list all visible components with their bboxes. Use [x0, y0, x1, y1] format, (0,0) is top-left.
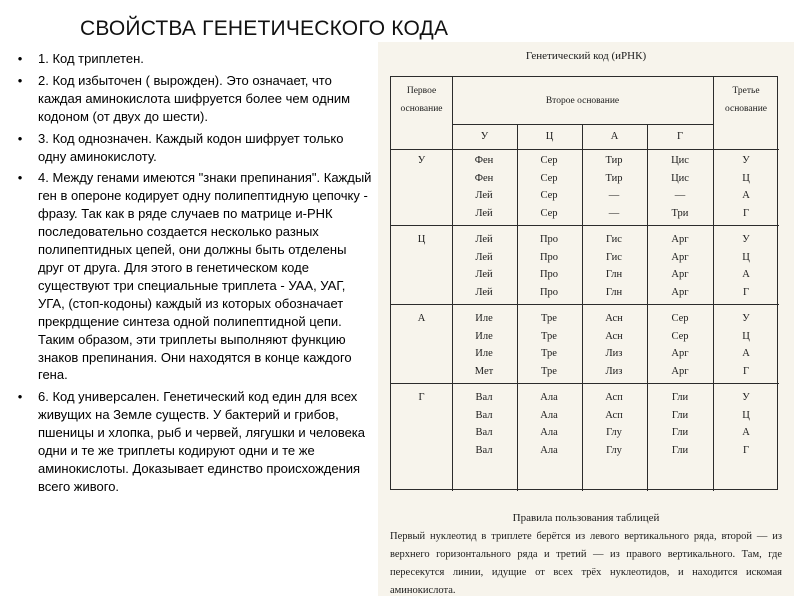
third-base-cell — [720, 231, 772, 301]
header-second-base: Второе основание — [545, 96, 620, 106]
third-base-label: У — [742, 313, 750, 324]
third-base-label: Г — [742, 207, 750, 219]
bullet-marker: • — [17, 72, 23, 88]
rules-text: Первый нуклеотид в триплете берётся из левого вертикального ряда, второй — из верхнего горизонтального ряда и третий — из правого вертикального. Там, где пересекутся линии, идущие от всех трёх нуклеотидов, и находится искомая аминокислота. — [390, 531, 782, 596]
amino-acid: Арг — [671, 365, 689, 377]
first-base-label: У — [417, 155, 426, 166]
third-base-cell — [720, 389, 772, 459]
amino-acid: Сер — [540, 172, 558, 184]
third-base-label: А — [742, 348, 750, 359]
amino-acid: Лей — [475, 207, 493, 219]
amino-acid: Лей — [475, 269, 493, 280]
codon-cell — [523, 152, 575, 222]
codon-cell — [523, 389, 575, 459]
codon-cell — [458, 389, 510, 459]
codon-cell — [458, 310, 510, 380]
amino-acid: Лей — [475, 234, 493, 245]
genetic-code-table — [390, 76, 778, 490]
second-base-label: У — [480, 131, 489, 142]
third-base-label: Г — [742, 444, 750, 456]
table-divider — [391, 383, 779, 384]
bullet-item — [10, 50, 372, 68]
third-base-label: У — [742, 155, 750, 166]
first-base-label: Г — [418, 392, 425, 403]
amino-acid: Фен — [474, 155, 494, 166]
codon-cell — [588, 152, 640, 222]
third-base-label: Ц — [742, 409, 750, 421]
amino-acid: Гли — [671, 427, 689, 438]
amino-acid: — — [674, 190, 686, 201]
second-base-label: Ц — [545, 131, 554, 142]
bullet-text: 3. Код однозначен. Каждый кодон шифрует только одну аминокислоту. — [38, 130, 344, 164]
amino-acid: Сер — [540, 207, 558, 219]
first-base-label: Ц — [417, 234, 426, 245]
codon-cell — [458, 231, 510, 301]
amino-acid: Мет — [474, 365, 494, 377]
bullet-text: 2. Код избыточен ( вырожден). Это означает, что каждая аминокислота шифруется более чем одним кодоном (от двух до шести). — [38, 72, 351, 124]
bullet-text: 4. Между генами имеются "знаки препинания". Каждый ген в опероне кодирует одну полипептидную цепочку - фразу. Так как в ряде случаев по матрице и-РНК последовательно создается несколько разных полипептидных цепей, они должны быть отделены друг от друга. Для этого в генетическом коде существуют три специальные триплета - УАА, УАГ, УГА, (стоп-кодоны) каждый из которых обозначает прекрдщение синтеза одной полипептидной цепи. Таким образом, эти триплеты выполняют функцию знаков препинания. Они находятся в конце каждого гена. — [38, 170, 372, 383]
bullet-text: 1. Код триплетен. — [38, 51, 144, 66]
bullet-item — [10, 169, 372, 384]
codon-cell — [523, 231, 575, 301]
amino-acid: Цис — [671, 172, 689, 184]
amino-acid: Лиз — [605, 365, 623, 377]
amino-acid: Гис — [606, 234, 622, 245]
codon-cell — [588, 389, 640, 459]
codon-cell — [654, 310, 706, 380]
amino-acid: Лей — [475, 190, 493, 201]
amino-acid: Иле — [475, 348, 493, 359]
bullet-item — [10, 72, 372, 126]
first-base-label: А — [417, 313, 426, 324]
amino-acid: Сер — [671, 313, 689, 324]
bullet-marker: • — [17, 51, 23, 66]
amino-acid: Про — [539, 269, 559, 280]
third-base-label: Ц — [742, 172, 750, 184]
amino-acid: Про — [539, 234, 559, 245]
amino-acid: Гис — [606, 251, 622, 263]
codon-cell — [654, 389, 706, 459]
amino-acid: Асн — [605, 330, 623, 342]
amino-acid: Тре — [541, 330, 557, 342]
bullet-item — [10, 388, 372, 495]
third-base-label: У — [742, 392, 750, 403]
bullet-marker: • — [17, 130, 23, 146]
amino-acid: Тир — [605, 172, 623, 184]
genetic-code-figure — [378, 42, 794, 596]
amino-acid: Лей — [475, 286, 493, 298]
second-base-label: Г — [676, 131, 684, 142]
third-base-cell — [720, 152, 772, 222]
amino-acid: Вал — [475, 427, 493, 438]
amino-acid: Вал — [475, 392, 493, 403]
amino-acid: Ала — [540, 427, 558, 438]
genetic-code-table-title: Генетический код (иРНК) — [525, 50, 647, 62]
header-third-base-line1: Третье — [732, 86, 760, 96]
amino-acid: Иле — [475, 313, 493, 324]
amino-acid: Асп — [605, 392, 623, 403]
amino-acid: Фен — [474, 172, 494, 184]
third-base-label: Г — [742, 365, 750, 377]
amino-acid: Асп — [605, 409, 623, 421]
codon-cell — [654, 152, 706, 222]
header-third-base — [713, 85, 779, 115]
codon-cell — [588, 231, 640, 301]
table-divider — [391, 225, 779, 226]
amino-acid: Арг — [671, 234, 689, 245]
codon-cell — [588, 310, 640, 380]
amino-acid: Три — [671, 207, 689, 219]
third-base-label: У — [742, 234, 750, 245]
amino-acid: Гли — [671, 444, 689, 456]
second-base-label: А — [610, 131, 619, 142]
amino-acid: Про — [539, 286, 559, 298]
amino-acid: Глу — [606, 427, 622, 438]
third-base-label: Ц — [742, 251, 750, 263]
amino-acid: Глн — [605, 286, 623, 298]
amino-acid: Тре — [541, 348, 557, 359]
table-divider — [391, 304, 779, 305]
amino-acid: Глн — [605, 269, 623, 280]
amino-acid: Лей — [475, 251, 493, 263]
table-divider — [647, 124, 648, 491]
amino-acid: Гли — [671, 392, 689, 403]
bullet-marker: • — [17, 170, 23, 186]
bullet-list — [10, 50, 372, 500]
amino-acid: Сер — [540, 190, 558, 201]
amino-acid: Асн — [605, 313, 623, 324]
amino-acid: Сер — [540, 155, 558, 166]
amino-acid: Арг — [671, 348, 689, 359]
third-base-label: Ц — [742, 330, 750, 342]
third-base-cell — [720, 310, 772, 380]
amino-acid: Тре — [541, 313, 557, 324]
header-first-base-line1: Первое — [406, 86, 437, 96]
amino-acid: Иле — [475, 330, 493, 342]
amino-acid: Лиз — [605, 348, 623, 359]
codon-cell — [458, 152, 510, 222]
amino-acid: Ала — [540, 392, 558, 403]
third-base-label: А — [742, 427, 750, 438]
amino-acid: Тир — [605, 155, 623, 166]
amino-acid: Арг — [671, 251, 689, 263]
amino-acid: — — [608, 207, 620, 219]
third-base-label: А — [742, 190, 750, 201]
amino-acid: Арг — [671, 269, 689, 280]
table-divider — [582, 124, 583, 491]
header-third-base-line2: основание — [725, 104, 767, 114]
bullet-item — [10, 130, 372, 166]
amino-acid: Вал — [475, 444, 493, 456]
amino-acid: — — [608, 190, 620, 201]
amino-acid: Гли — [671, 409, 689, 421]
slide-title: СВОЙСТВА ГЕНЕТИЧЕСКОГО КОДА — [80, 17, 449, 40]
rules-title: Правила пользования таблицей — [512, 512, 660, 524]
amino-acid: Ала — [540, 444, 558, 456]
codon-cell — [654, 231, 706, 301]
bullet-marker: • — [17, 389, 23, 405]
amino-acid: Цис — [671, 155, 689, 166]
amino-acid: Сер — [671, 330, 689, 342]
table-divider — [517, 124, 518, 491]
bullet-text: 6. Код универсален. Генетический код един для всех живущих на Земле существ. У бактерий и грибов, пшеницы и хлопка, рыб и червей, лягушки и человека одни и те же триплеты кодируют одни и те же аминокислоты. Доказывает единство происхождения всего живого. — [38, 389, 366, 494]
header-first-base-line2: основание — [400, 104, 443, 114]
amino-acid: Вал — [475, 409, 493, 421]
table-divider — [391, 149, 779, 150]
codon-cell — [523, 310, 575, 380]
amino-acid: Глу — [606, 444, 622, 456]
third-base-label: Г — [742, 286, 750, 298]
amino-acid: Про — [539, 251, 559, 263]
amino-acid: Тре — [541, 365, 557, 377]
third-base-label: А — [742, 269, 750, 280]
header-first-base — [391, 85, 452, 115]
table-divider — [713, 77, 714, 491]
amino-acid: Арг — [671, 286, 689, 298]
amino-acid: Ала — [540, 409, 558, 421]
